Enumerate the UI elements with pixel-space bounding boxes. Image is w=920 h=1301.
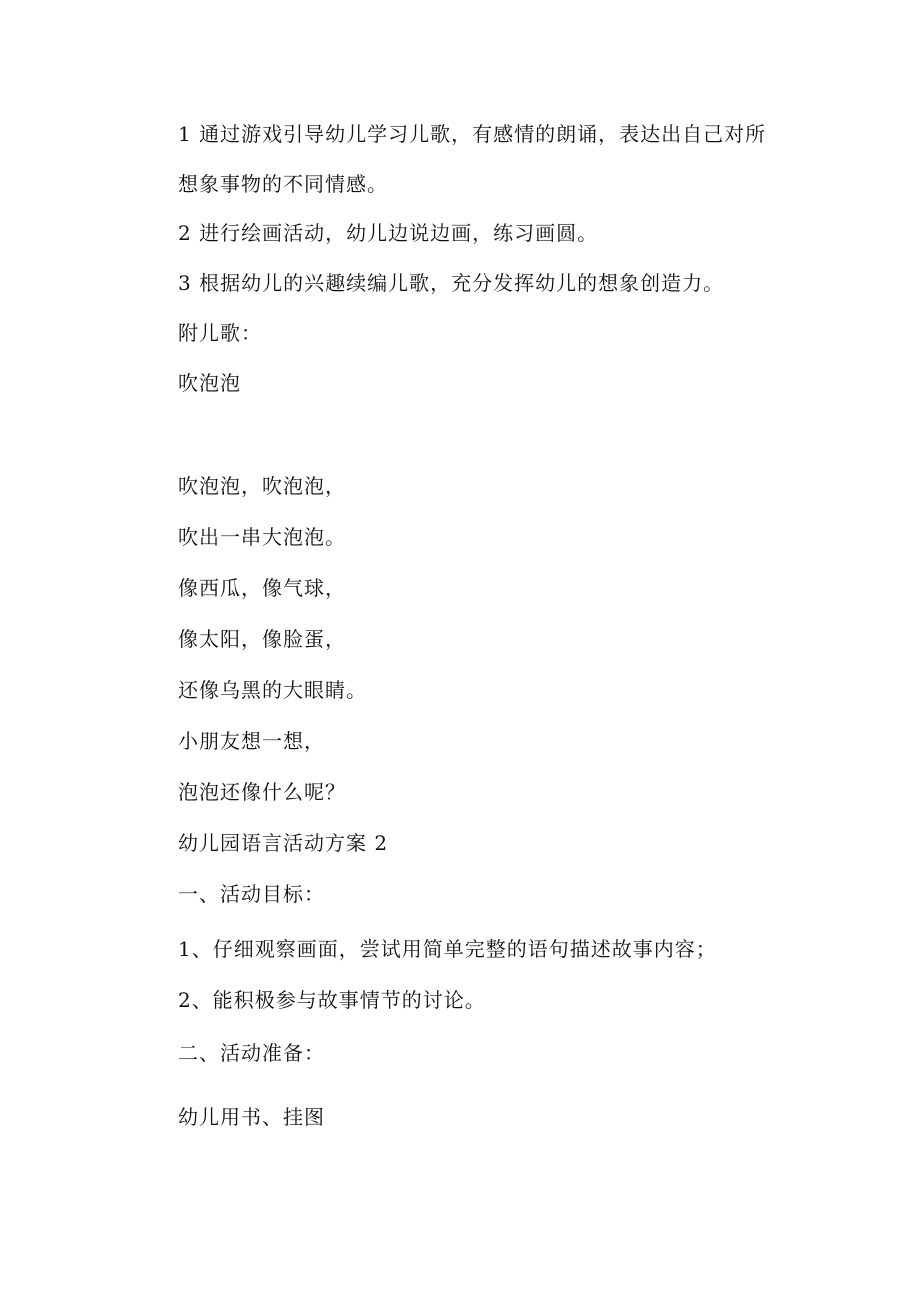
song-line-2: 吹出一串大泡泡。 <box>178 525 346 549</box>
goal-2: 2 进行绘画活动，幼儿边说边画，练习画圆。 <box>178 221 599 245</box>
song-line-6: 小朋友想一想， <box>178 729 325 753</box>
song-line-7: 泡泡还像什么呢？ <box>178 780 346 804</box>
goal-1-line-2: 想象事物的不同情感。 <box>178 172 388 196</box>
section-objectives-heading: 一、活动目标： <box>178 882 325 906</box>
plan-2-title: 幼儿园语言活动方案 2 <box>178 831 389 855</box>
song-line-1: 吹泡泡，吹泡泡， <box>178 474 346 498</box>
objective-2: 2、能积极参与故事情节的讨论。 <box>178 988 486 1012</box>
goal-1-line-1: 1 通过游戏引导幼儿学习儿歌，有感情的朗诵，表达出自己对所 <box>178 122 767 146</box>
song-line-3: 像西瓜，像气球， <box>178 576 346 600</box>
song-line-4: 像太阳，像脸蛋， <box>178 627 346 651</box>
song-line-5: 还像乌黑的大眼睛。 <box>178 678 367 702</box>
section-preparation-heading: 二、活动准备： <box>178 1041 325 1065</box>
song-title: 吹泡泡 <box>178 371 241 395</box>
appendix-heading: 附儿歌： <box>178 321 262 345</box>
preparation-materials: 幼儿用书、挂图 <box>178 1105 325 1129</box>
objective-1: 1、仔细观察画面，尝试用简单完整的语句描述故事内容； <box>178 937 717 961</box>
goal-3: 3 根据幼儿的兴趣续编儿歌，充分发挥幼儿的想象创造力。 <box>178 271 725 295</box>
